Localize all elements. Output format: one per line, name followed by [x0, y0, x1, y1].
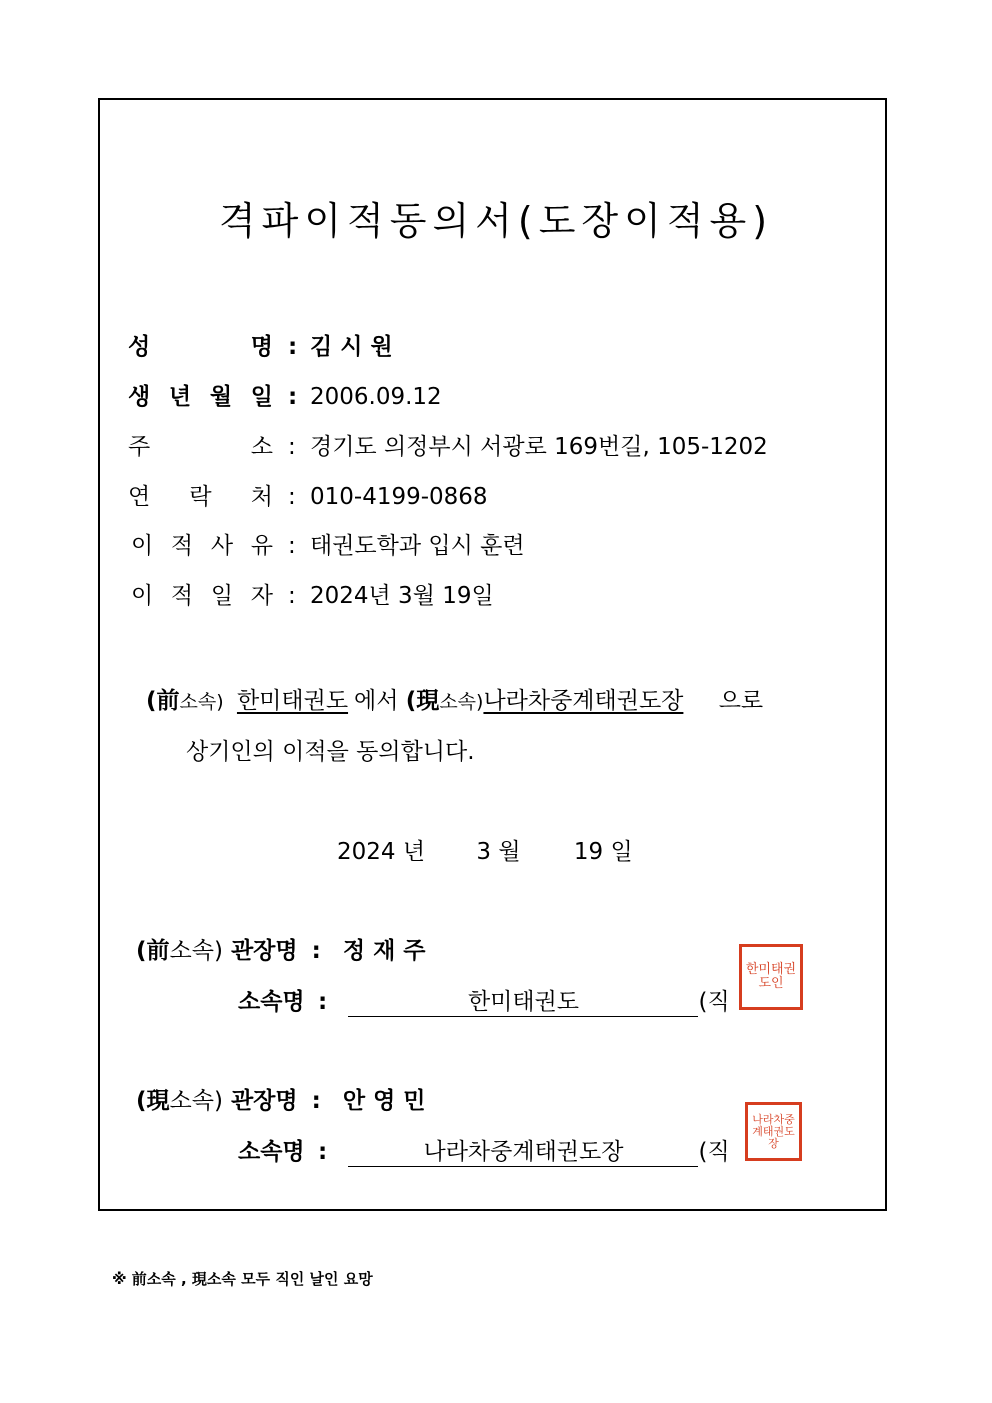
field-address: 주 소 : 경기도 의정부시 서광로 169번길, 105-1202 [128, 434, 768, 460]
field-contact: 연 락 처 : 010-4199-0868 [128, 484, 488, 510]
sign-date: 2024 년 3 월 19 일 [337, 839, 633, 865]
field-birth-value: 2006.09.12 [310, 384, 442, 410]
footer-note: ※ 前소속 , 現소속 모두 직인 날인 요망 [112, 1270, 373, 1288]
cur-seal-stamp: 나라차중계태권도장 [745, 1102, 802, 1161]
document-frame [98, 98, 887, 1211]
cur-head-row: (現소속) 관장명 : 안 영 민 [136, 1088, 426, 1114]
consent-prev-org: 한미태권도 [236, 688, 349, 714]
consent-sentence: 상기인의 이적을 동의합니다. [186, 739, 475, 765]
cur-head-name: 안 영 민 [342, 1088, 426, 1114]
prev-org-row: 소속명 : 한미태권도 (직 [238, 983, 730, 1017]
document-title: 격파이적동의서(도장이적용) [218, 199, 774, 243]
cur-org-row: 소속명 : 나라차중계태권도장 (직 [238, 1133, 730, 1167]
field-name-value: 김 시 원 [310, 334, 393, 360]
consent-line: (前소속) 한미태권도 에서 (現소속)나라차중계태권도장 으로 [146, 688, 764, 714]
prev-head-name: 정 재 주 [342, 938, 426, 964]
field-birth: 생 년 월 일 : 2006.09.12 [128, 384, 442, 410]
field-reason: 이 적 사 유 : 태권도학과 입시 훈련 [131, 533, 525, 559]
prev-seal-stamp: 한미태권도인 [739, 944, 803, 1010]
field-name: 성 명 : 김 시 원 [128, 334, 393, 360]
cur-org-name: 나라차중계태권도장 [348, 1133, 698, 1167]
field-address-value: 경기도 의정부시 서광로 169번길, 105-1202 [310, 434, 768, 460]
prev-org-name: 한미태권도 [348, 983, 698, 1017]
prev-head-row: (前소속) 관장명 : 정 재 주 [136, 938, 426, 964]
field-date: 이 적 일 자 : 2024년 3월 19일 [131, 583, 494, 609]
field-contact-value: 010-4199-0868 [310, 484, 488, 510]
field-date-value: 2024년 3월 19일 [310, 583, 494, 609]
consent-cur-org: 나라차중계태권도장 [483, 688, 684, 714]
field-reason-value: 태권도학과 입시 훈련 [310, 533, 525, 559]
